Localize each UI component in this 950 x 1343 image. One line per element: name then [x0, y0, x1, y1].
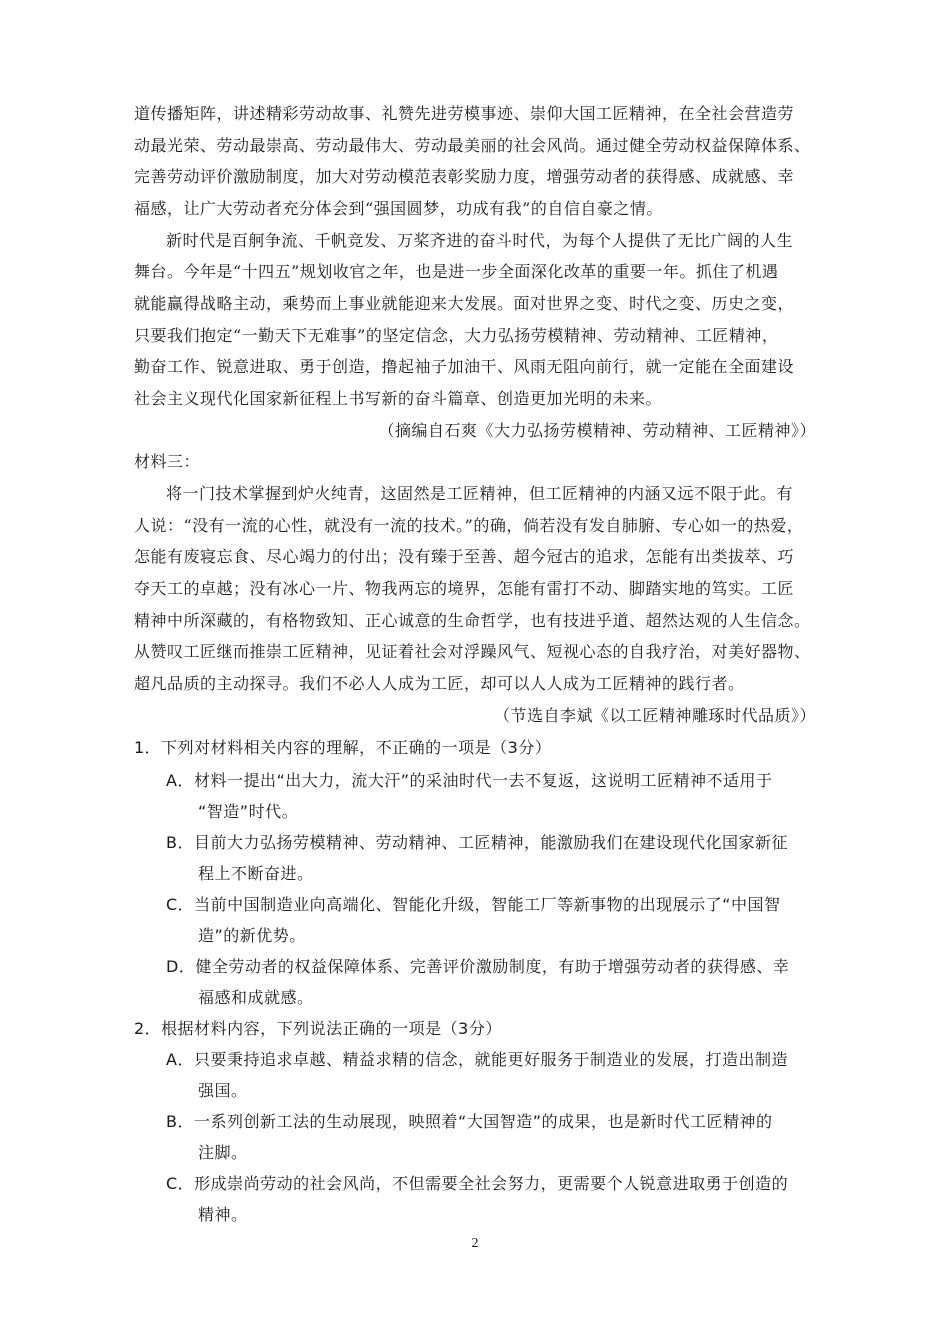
text-line: 只要我们抱定“一勤天下无难事”的坚定信念，大力弘扬劳模精神、劳动精神、工匠精神，	[134, 326, 779, 345]
text-line: 就能赢得战略主动，乘势而上事业就能迎来大发展。面对世界之变、时代之变、历史之变，	[134, 294, 795, 313]
option-a-cont: 强国。	[198, 1081, 248, 1100]
option-d: D．健全劳动者的权益保障体系、完善评价激励制度，有助于增强劳动者的获得感、幸	[166, 957, 790, 976]
text-line: 精神中所深藏的，有格物致知、正心诚意的生命哲学，也有技进乎道、超然达观的人生信念。	[134, 611, 811, 630]
option-c: C．形成崇尚劳动的社会风尚，不但需要全社会努力，更需要个人锐意进取勇于创造的	[166, 1174, 789, 1193]
option-a-cont: “智造”时代。	[198, 802, 299, 821]
option-c: C．当前中国制造业向高端化、智能化升级，智能工厂等新事物的出现展示了“中国智	[166, 895, 781, 914]
option-d-cont: 福感和成就感。	[198, 988, 314, 1007]
text-line: 动最光荣、劳动最崇高、劳动最伟大、劳动最美丽的社会风尚。通过健全劳动权益保障体系、	[134, 136, 811, 155]
option-b-cont: 程上不断奋进。	[198, 864, 314, 883]
question-stem: 1．下列对材料相关内容的理解，不正确的一项是（3分）	[134, 738, 552, 757]
source-citation: （摘编自石爽《大力弘扬劳模精神、劳动精神、工匠精神》）	[378, 421, 816, 440]
text-line: 人说：“没有一流的心性，就没有一流的技术。”的确，倘若没有发自肺腑、专心如一的热爱，	[134, 516, 804, 535]
text-line: 舞台。今年是“十四五”规划收官之年，也是进一步全面深化改革的重要一年。抓住了机遇	[134, 262, 779, 281]
option-c-cont: 造”的新优势。	[198, 926, 306, 945]
option-a: A．只要秉持追求卓越、精益求精的信念，就能更好服务于制造业的发展，打造出制造	[166, 1050, 788, 1069]
option-b: B．目前大力弘扬劳模精神、劳动精神、工匠精神，能激励我们在建设现代化国家新征	[166, 833, 788, 852]
page-number: 2	[471, 1236, 479, 1251]
source-citation: （节选自李斌《以工匠精神雕琢时代品质》）	[493, 706, 816, 725]
text-line: 从赞叹工匠继而推崇工匠精神，见证着社会对浮躁风气、短视心态的自我疗治，对美好器物、	[134, 642, 811, 661]
text-line: 福感，让广大劳动者充分体会到“强国圆梦，功成有我”的自信自豪之情。	[134, 199, 663, 218]
option-b: B．一系列创新工法的生动展现，映照着“大国智造”的成果，也是新时代工匠精神的	[166, 1112, 773, 1131]
text-line: 社会主义现代化国家新征程上书写新的奋斗篇章、创造更加光明的未来。	[134, 389, 663, 408]
section-heading: 材料三：	[134, 452, 201, 471]
text-line: 将一门技术掌握到炉火纯青，这固然是工匠精神，但工匠精神的内涵又远不限于此。有	[166, 484, 794, 503]
text-line: 完善劳动评价激励制度，加大对劳动模范表彰奖励力度，增强劳动者的获得感、成就感、幸	[134, 167, 795, 186]
text-line: 夺天工的卓越；没有冰心一片、物我两忘的境界，怎能有雷打不动、脚踏实地的笃实。工匠	[134, 579, 795, 598]
text-line: 新时代是百舸争流、千帆竞发、万桨齐进的奋斗时代，为每个人提供了无比广阔的人生	[166, 231, 794, 250]
option-c-cont: 精神。	[198, 1205, 248, 1224]
option-b-cont: 注脚。	[198, 1143, 248, 1162]
text-line: 勤奋工作、锐意进取、勇于创造，撸起袖子加油干、风雨无阻向前行，就一定能在全面建设	[134, 357, 795, 376]
question-stem: 2．根据材料内容，下列说法正确的一项是（3分）	[134, 1019, 502, 1038]
text-line: 怎能有废寝忘食、尽心竭力的付出；没有臻于至善、超今冠古的追求，怎能有出类拔萃、巧	[134, 547, 795, 566]
text-line: 超凡品质的主动探寻。我们不必人人成为工匠，却可以人人成为工匠精神的践行者。	[134, 674, 745, 693]
option-a: A．材料一提出“出大力，流大汗”的采油时代一去不复返，这说明工匠精神不适用于	[166, 771, 773, 790]
text-line: 道传播矩阵，讲述精彩劳动故事、礼赞先进劳模事迹、崇仰大国工匠精神，在全社会营造劳	[134, 104, 795, 123]
